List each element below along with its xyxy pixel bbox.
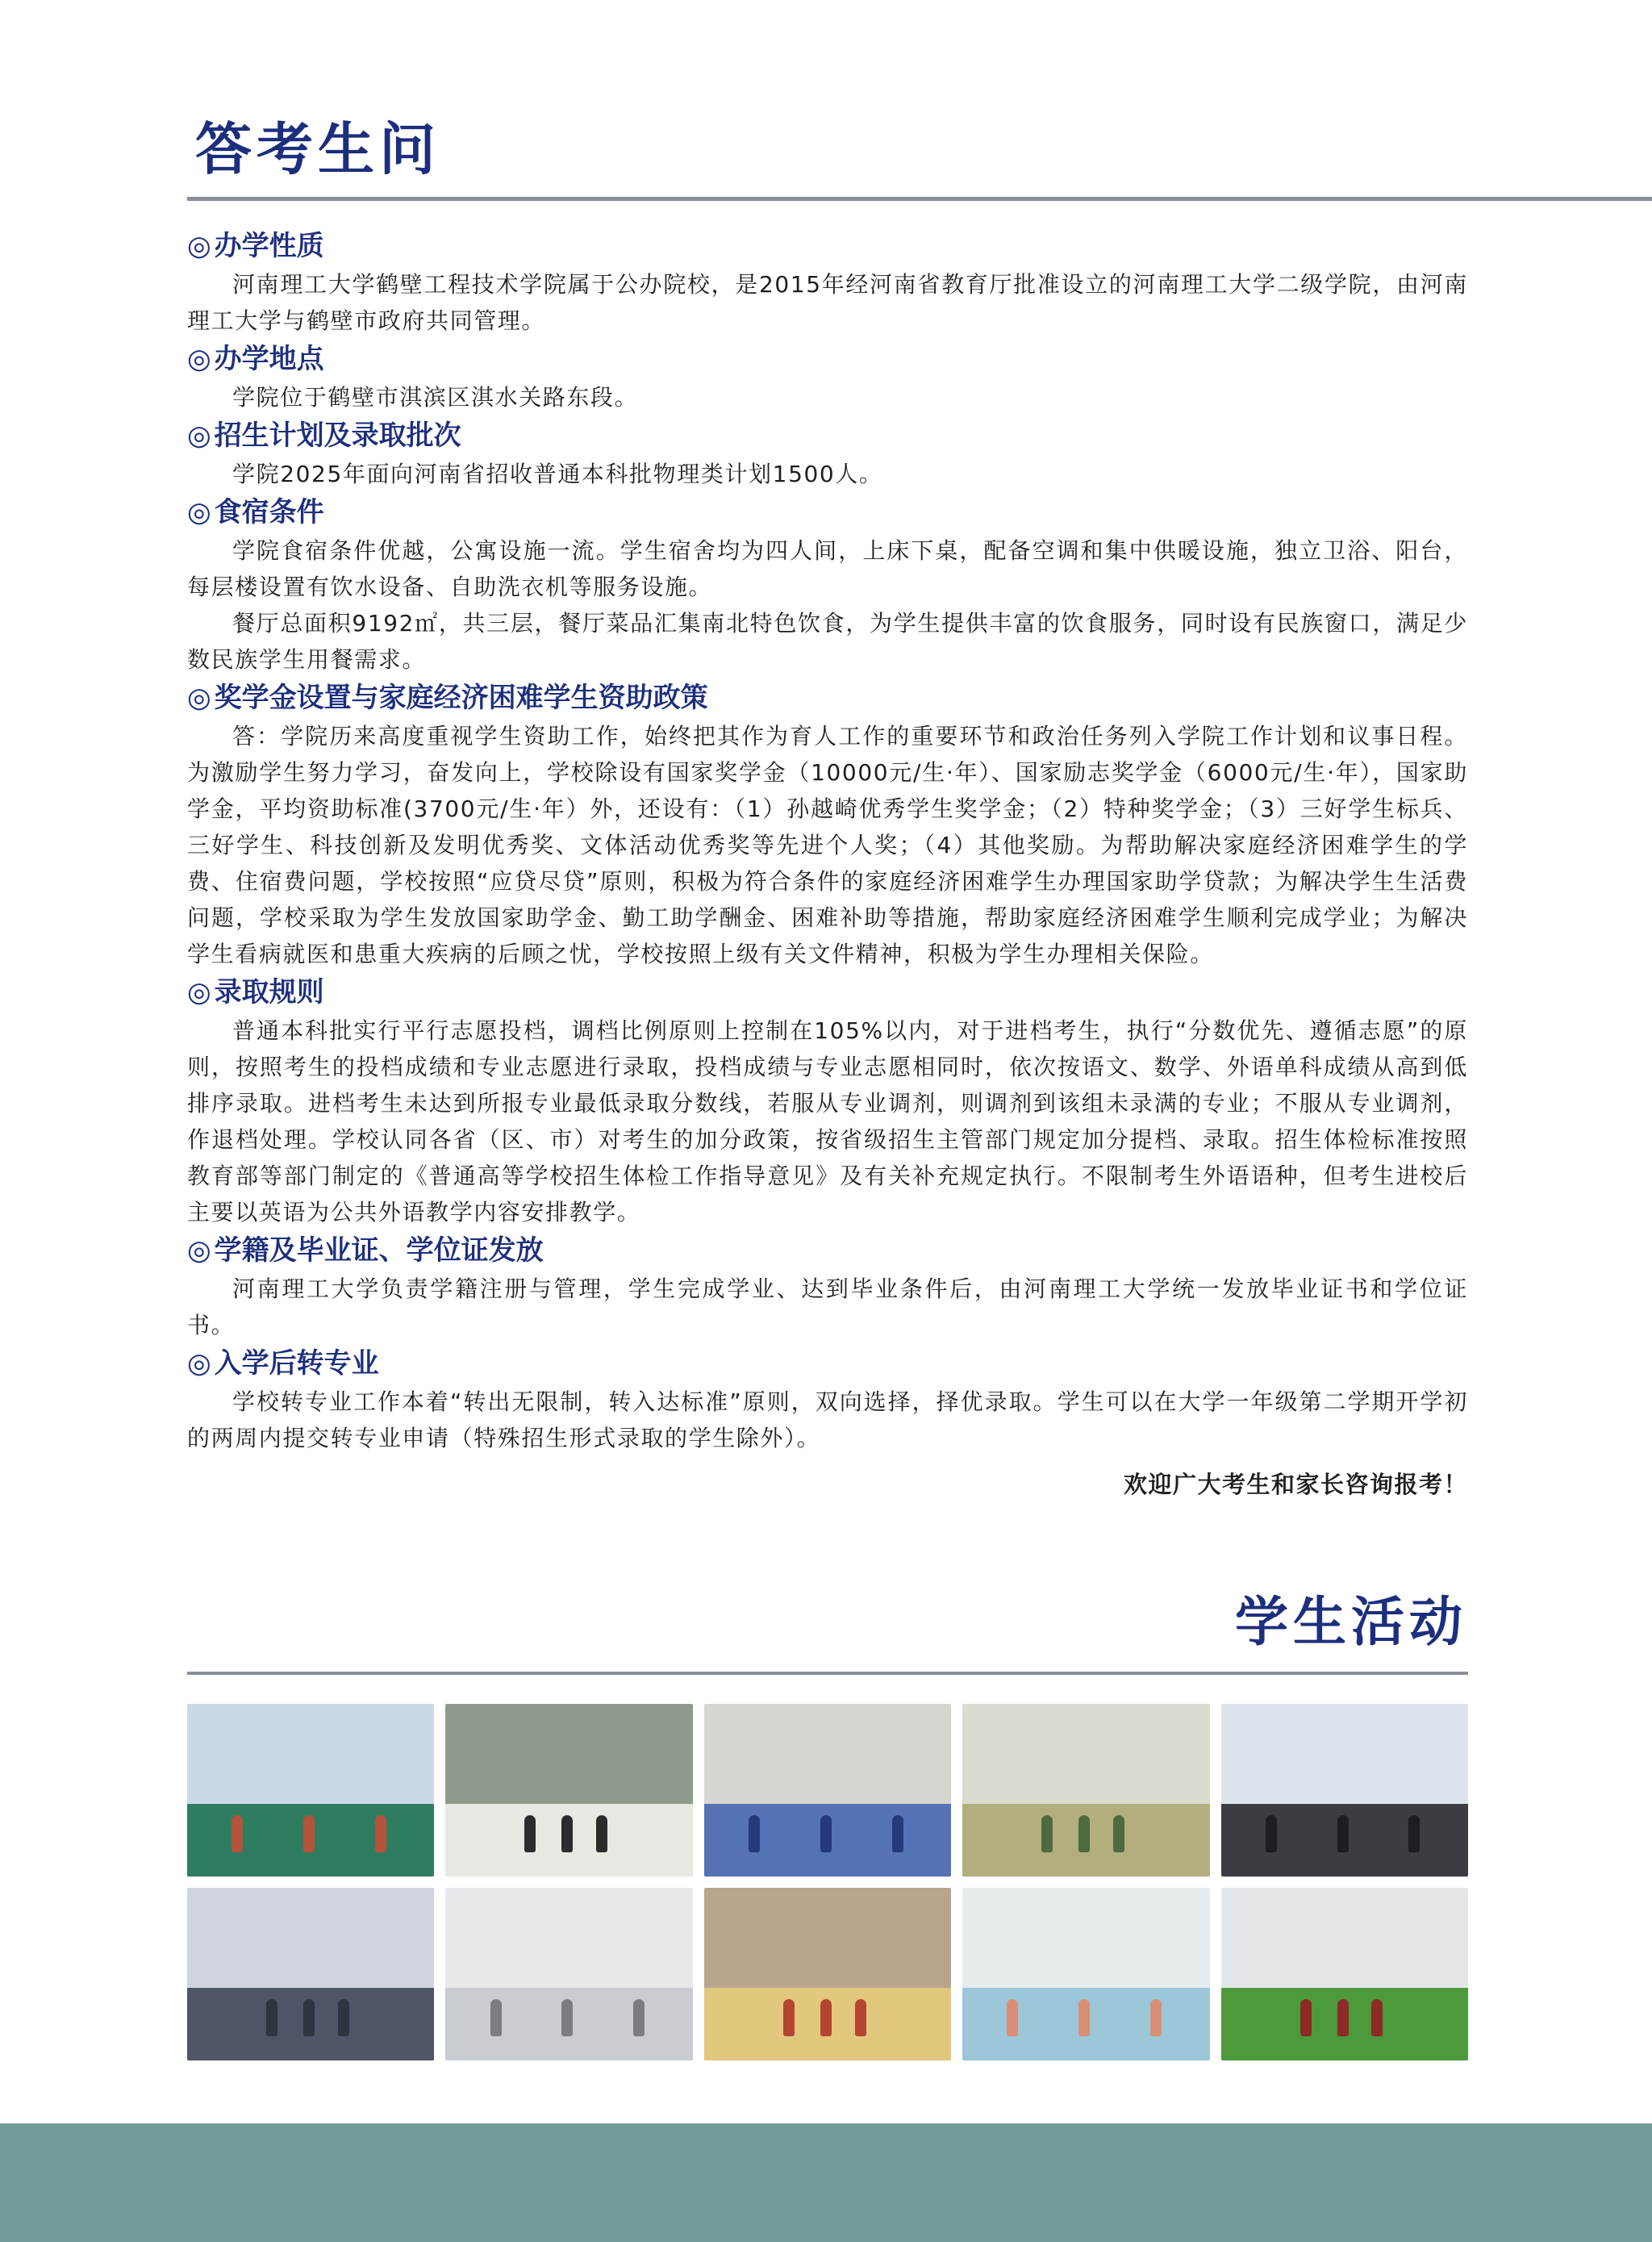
person-figure: [561, 1999, 573, 2036]
person-figure: [1078, 1999, 1090, 2036]
section-paragraph: 学院食宿条件优越，公寓设施一流。学生宿舍均为四人间，上床下桌，配备空调和集中供暖设施，独立卫浴、阳台，每层楼设置有饮水设备、自助洗衣机等服务设施。: [187, 537, 1468, 600]
bullet-circle-icon: ◎: [187, 496, 211, 528]
activity-photo-lecture-hall: [445, 1704, 692, 1877]
section-heading-text: 招生计划及录取批次: [214, 420, 461, 452]
person-figure: [1408, 1815, 1420, 1852]
section-heading-text: 办学性质: [214, 230, 324, 262]
section-heading-text: 入学后转专业: [214, 1347, 379, 1380]
person-figure: [783, 1999, 795, 2036]
person-figure: [1371, 1999, 1383, 2036]
person-figure: [820, 1815, 832, 1852]
bullet-circle-icon: ◎: [187, 682, 211, 714]
section-paragraph: 河南理工大学负责学籍注册与管理，学生完成学业、达到毕业条件后，由河南理工大学统一发放毕业证书和学位证书。: [187, 1275, 1468, 1338]
section-heading: [187, 494, 1468, 531]
person-figure: [303, 1815, 315, 1852]
bullet-circle-icon: ◎: [187, 343, 211, 375]
person-figure: [820, 1999, 832, 2036]
activity-photo-machining-workshop: [962, 1704, 1209, 1877]
person-figure: [524, 1815, 536, 1852]
title-divider: [187, 197, 1652, 201]
activity-photo-robot-lab: [445, 1888, 692, 2060]
activity-photo-computer-lab: [187, 1888, 434, 2060]
section-heading: [187, 974, 1468, 1011]
section-paragraph: 河南理工大学鹤壁工程技术学院属于公办院校，是2015年经河南省教育厅批准设立的河南理工大学二级学院，由河南理工大学与鹤壁市政府共同管理。: [187, 271, 1468, 334]
section-heading: [187, 1345, 1468, 1382]
section-heading-text: 学籍及毕业证、学位证发放: [214, 1234, 544, 1267]
section-paragraph: 学院2025年面向河南省招收普通本科批物理类计划1500人。: [232, 461, 883, 487]
activity-photo-grid: [187, 1704, 1468, 2060]
person-figure: [266, 1999, 277, 2036]
page-title: 答考生问: [195, 116, 440, 182]
bullet-circle-icon: ◎: [187, 976, 211, 1008]
section-heading-text: 奖学金设置与家庭经济困难学生资助政策: [214, 682, 708, 714]
activity-photo-football-field: [1221, 1888, 1468, 2060]
person-figure: [375, 1815, 386, 1852]
person-figure: [749, 1815, 760, 1852]
footer-band: [0, 2123, 1652, 2242]
section-heading-text: 办学地点: [214, 343, 324, 375]
bullet-circle-icon: ◎: [187, 420, 211, 452]
person-figure: [1113, 1815, 1124, 1852]
section-heading: [187, 417, 1468, 454]
activity-photo-basketball-court: [187, 1704, 434, 1877]
person-figure: [1300, 1999, 1312, 2036]
section-heading: [187, 1232, 1468, 1269]
person-figure: [232, 1815, 243, 1852]
section-paragraph: 普通本科批实行平行志愿投档，调档比例原则上控制在105%以内，对于进档考生，执行“分数优先、遵循志愿”的原则，按照考生的投档成绩和专业志愿进行录取，投档成绩与专业志愿相同时，依次按语文、数学、外语单科成绩从高到低排序录取。进档考生未达到所报专业最低录取分数线，若服从专业调剂，则调剂到该组未录满的专业；不服从专业调剂，作退档处理。学校认同各省（区、市）对考生的加分政策，按省级招生主管部门规定加分提档、录取。招生体检标准按照教育部等部门制定的《普通高等学校招生体检工作指导意见》及有关补充规定执行。不限制考生外语语种，但考生进校后主要以英语为公共外语教学内容安排教学。: [187, 1017, 1468, 1225]
activity-photo-robot-competition: [704, 1888, 951, 2060]
person-figure: [1337, 1999, 1349, 2036]
activity-photo-craft-workshop: [962, 1888, 1209, 2060]
qa-content: [187, 226, 1468, 1503]
person-figure: [303, 1999, 315, 2036]
activity-photo-electronics-lab: [1221, 1704, 1468, 1877]
person-figure: [855, 1999, 866, 2036]
bullet-circle-icon: ◎: [187, 230, 211, 262]
person-figure: [1337, 1815, 1349, 1852]
person-figure: [338, 1999, 349, 2036]
closing-line: 欢迎广大考生和家长咨询报考！: [1123, 1471, 1468, 1498]
section-heading-text: 录取规则: [214, 976, 324, 1008]
person-figure: [596, 1815, 607, 1852]
person-figure: [1041, 1815, 1053, 1852]
section-paragraph: 学院位于鹤壁市淇滨区淇水关路东段。: [232, 384, 639, 411]
section-paragraph: 答：学院历来高度重视学生资助工作，始终把其作为育人工作的重要环节和政治任务列入学院工作计划和议事日程。为激励学生努力学习，奋发向上，学校除设有国家奖学金（10000元/生·年）、国家励志奖学金（6000元/生·年），国家助学金，平均资助标准(3700元/生·年）外，还设有：（1）孙越崎优秀学生奖学金；（2）特种奖学金；（3）三好学生标兵、三好学生、科技创新及发明优秀奖、文体活动优秀奖等先进个人奖；（4）其他奖励。为帮助解决家庭经济困难学生的学费、住宿费问题，学校按照“应贷尽贷”原则，积极为符合条件的家庭经济困难学生办理国家助学贷款；为解决学生生活费问题，学校采取为学生发放国家助学金、勤工助学酬金、困难补助等措施，帮助家庭经济困难学生顺利完成学业；为解决学生看病就医和患重大疾病的后顾之忧，学校按照上级有关文件精神，积极为学生办理相关保险。: [187, 723, 1468, 967]
activities-divider: [187, 1672, 1468, 1675]
bullet-circle-icon: ◎: [187, 1347, 211, 1380]
section-paragraph: 学校转专业工作本着“转出无限制，转入达标准”原则，双向选择，择优录取。学生可以在大学一年级第二学期开学初的两周内提交转专业申请（特殊招生形式录取的学生除外）。: [187, 1388, 1468, 1451]
person-figure: [1266, 1815, 1277, 1852]
person-figure: [892, 1815, 903, 1852]
section-heading: [187, 340, 1468, 378]
section-heading: [187, 679, 1468, 716]
bullet-circle-icon: ◎: [187, 1234, 211, 1267]
section-heading-text: 食宿条件: [214, 496, 324, 528]
activity-photo-table-tennis-room: [704, 1704, 951, 1877]
person-figure: [1007, 1999, 1018, 2036]
person-figure: [633, 1999, 645, 2036]
section-paragraph: 餐厅总面积9192㎡，共三层，餐厅菜品汇集南北特色饮食，为学生提供丰富的饮食服务，同时设有民族窗口，满足少数民族学生用餐需求。: [187, 610, 1468, 673]
person-figure: [490, 1999, 502, 2036]
person-figure: [561, 1815, 573, 1852]
person-figure: [1150, 1999, 1162, 2036]
person-figure: [1078, 1815, 1090, 1852]
activities-title: 学生活动: [1235, 1591, 1467, 1653]
section-heading: [187, 228, 1468, 265]
